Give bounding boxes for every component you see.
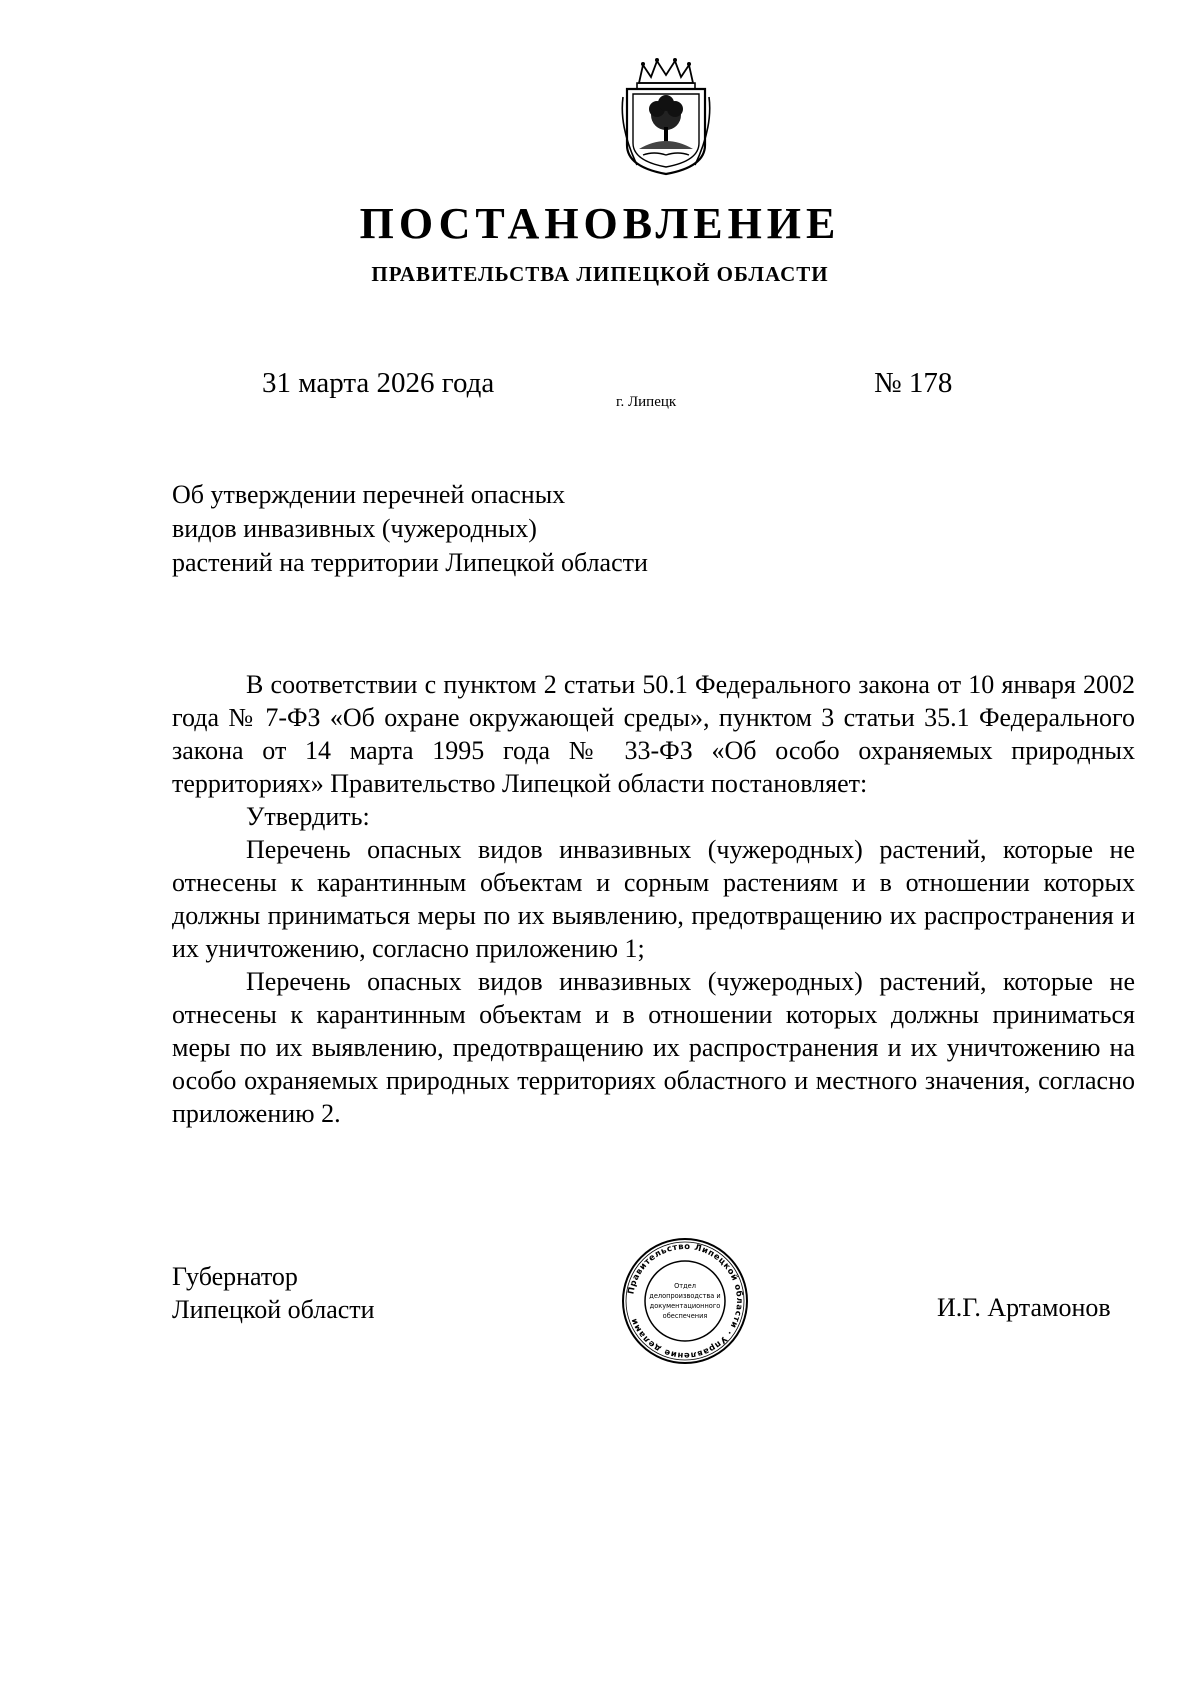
document-number: № 178: [874, 367, 953, 399]
document-subtitle: ПРАВИТЕЛЬСТВА ЛИПЕЦКОЙ ОБЛАСТИ: [371, 262, 829, 286]
subject-line: видов инвазивных (чужеродных): [172, 514, 537, 543]
document-body: [172, 668, 1135, 1130]
body-paragraph: Утвердить:: [246, 802, 370, 831]
subject-line: Об утверждении перечней опасных: [172, 480, 566, 509]
document-title: ПОСТАНОВЛЕНИЕ: [359, 199, 841, 248]
svg-text:делопроизводства и: делопроизводства и: [649, 1292, 721, 1300]
signatory-position-line: Липецкой области: [172, 1295, 375, 1324]
signatory-name: И.Г. Артамонов: [937, 1293, 1111, 1322]
svg-text:Правительство Липецкой области: Правительство Липецкой области · Управление делами: [625, 1240, 746, 1362]
coat-of-arms-icon: [617, 57, 715, 177]
svg-text:документационного: документационного: [649, 1302, 721, 1310]
body-paragraph: Перечень опасных видов инвазивных (чужеродных) растений, которые не отнесены к карантинным объектам и в отношении которых должны приниматься меры по их выявлению, предотвращению их распространения и их уничтожению на особо охраняемых природных территориях областного и местного значения, согласно приложению 2.: [172, 967, 1135, 1128]
body-paragraph: Перечень опасных видов инвазивных (чужеродных) растений, которые не отнесены к карантинным объектам и сорным растениям и в отношении которых должны приниматься меры по их выявлению, предотвращению их распространения и их уничтожению, согласно приложению 1;: [172, 835, 1135, 963]
official-seal-icon: [620, 1236, 750, 1366]
document-date: 31 марта 2026 года: [262, 367, 495, 399]
body-paragraph: В соответствии с пунктом 2 статьи 50.1 Федерального закона от 10 января 2002 года № 7-ФЗ «Об охране окружающей среды», пунктом 3 статьи 35.1 Федерального закона от 14 марта 1995 года № 33-ФЗ «Об особо охраняемых природных территориях» Правительство Липецкой области постановляет:: [172, 670, 1135, 798]
svg-text:обеспечения: обеспечения: [662, 1312, 708, 1320]
document-city: г. Липецк: [616, 394, 677, 410]
signatory-position: [172, 1260, 375, 1326]
svg-text:Отдел: Отдел: [674, 1282, 696, 1290]
document-subject: [172, 478, 648, 580]
subject-line: растений на территории Липецкой области: [172, 548, 648, 577]
signatory-position-line: Губернатор: [172, 1262, 298, 1291]
